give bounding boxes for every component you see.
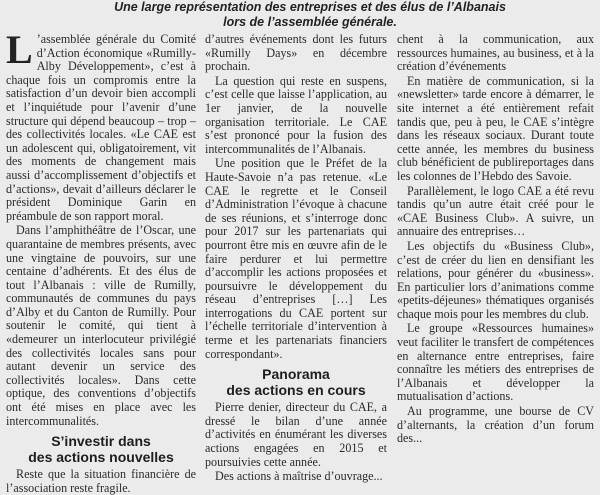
paragraph: Au programme, une bourse de CV d’alternants, la création d’un forum des... [397,404,594,446]
caption-line-2: lors de l’assemblée générale. [223,15,397,29]
paragraph: La question qui reste en suspens, c’est celle que laisse l’application, au 1er janvier, de la nouvelle organisation territoriale. Le CAE s’est prononcé pour la fusion des intercommunalités de l’Albanais. [205,73,387,156]
subheading [6,433,196,465]
article-column-2 [205,32,387,484]
paragraph: chent à la communication, aux ressources humaines, au business, et à la création d’événements [397,32,594,74]
subheading-line-1: S’investir dans [51,433,151,450]
drop-cap: L [6,27,33,72]
paragraph: Une position que le Préfet de la Haute-Savoie n’a pas retenue. «Le CAE le regrette et le Conseil d’Administration l’évoque à chacune de ses réunions, et s’interroge donc pour 2017 sur les partenariats qui pourront être mis en œuvre afin de le faire perdurer et lui permettre d’accomplir les actions proposées et poursuivre le développement du réseau d’entreprises […] Les interrogations du CAE portent sur l’échelle territoriale d’intervention à terme et les partenariats financiers correspondant». [205,156,387,361]
subheading-line-2: des actions nouvelles [28,449,174,466]
paragraph: d’autres événements dont les futurs «Rumilly Days» en décembre prochain. [205,32,387,74]
paragraph: Pierre denier, directeur du CAE, a dressé le bilan d’une année d’activités en énumérant les diverses actions engagées en 2015 et poursuivies cette année. [205,400,387,469]
subheading [205,366,387,398]
paragraph [6,27,196,223]
photo-caption [40,0,580,30]
paragraph: Dans l’amphithéâtre de l’Oscar, une quarantaine de membres présents, avec une vingtaine de pouvoirs, sur une centaine d’adhérents. Et des élus de tout l’Albanais : ville de Rumilly, communautés de communes du pays d’Alby et du Canton de Rumilly. Pour soutenir le comité, qui tient à «demeurer un interlocuteur privilégié des collectivités locales sans pour autant devenir un service des collectivités locales». Dans cette optique, des conventions d’objectifs ont été mises en place avec les intercommunalités. [6,223,196,428]
article-column-1 [6,27,196,495]
article-column-3 [397,32,594,446]
paragraph: En matière de communication, si la «newsletter» tarde encore à démarrer, le site internet a été entièrement refait tandis que, peu à peu, le CAE s’intègre dans les réseaux sociaux. Durant toute cette année, les membres du business club bénéficient de publireportages dans les colonnes de l’Hebdo des Savoie. [397,73,594,183]
paragraph: Des actions à maîtrise d’ouvrage... [215,469,383,484]
paragraph: Le groupe «Ressources humaines» veut faciliter le transfert de compétences en alternance entre entreprises, faire connaître les métiers des entreprises de l’Albanais et développer la mutualisation d’actions. [397,321,594,404]
subheading-line-1: Panorama [262,366,330,383]
paragraph: Reste que la situation financière de l’association reste fragile. [6,467,196,495]
caption-line-1: Une large représentation des entreprises et des élus de l’Albanais [114,0,506,14]
subheading-line-2: des actions en cours [226,382,366,399]
paragraph: Parallèlement, le logo CAE a été revu tandis qu’un autre était créé pour le «CAE Business Club». A suivre, un annuaire des entreprises… [397,183,594,239]
paragraph: Les objectifs du «Business Club», c’est de créer du lien en densifiant les relations, pour générer du «business». En particulier lors d’animations comme «petits-déjeunes» thématiques organisés chaque mois pour les membres du club. [397,238,594,321]
paragraph-text: ’assemblée générale du Comité d’Action économique «Rumilly-Alby Développement», c’est à chaque fois un compromis entre la satisfaction d’un devoir bien accompli et l’inquiétude pour l’avenir d’une structure qui dépend beaucoup – trop – des collectivités locales. «Le CAE est un adolescent qui, obligatoirement, vit des moments de changement mais aussi d’accomplissement d’objectifs et d’actions», devait d’ailleurs déclarer le président Dominique Garin en préambule de son rapport moral. [6,32,196,223]
